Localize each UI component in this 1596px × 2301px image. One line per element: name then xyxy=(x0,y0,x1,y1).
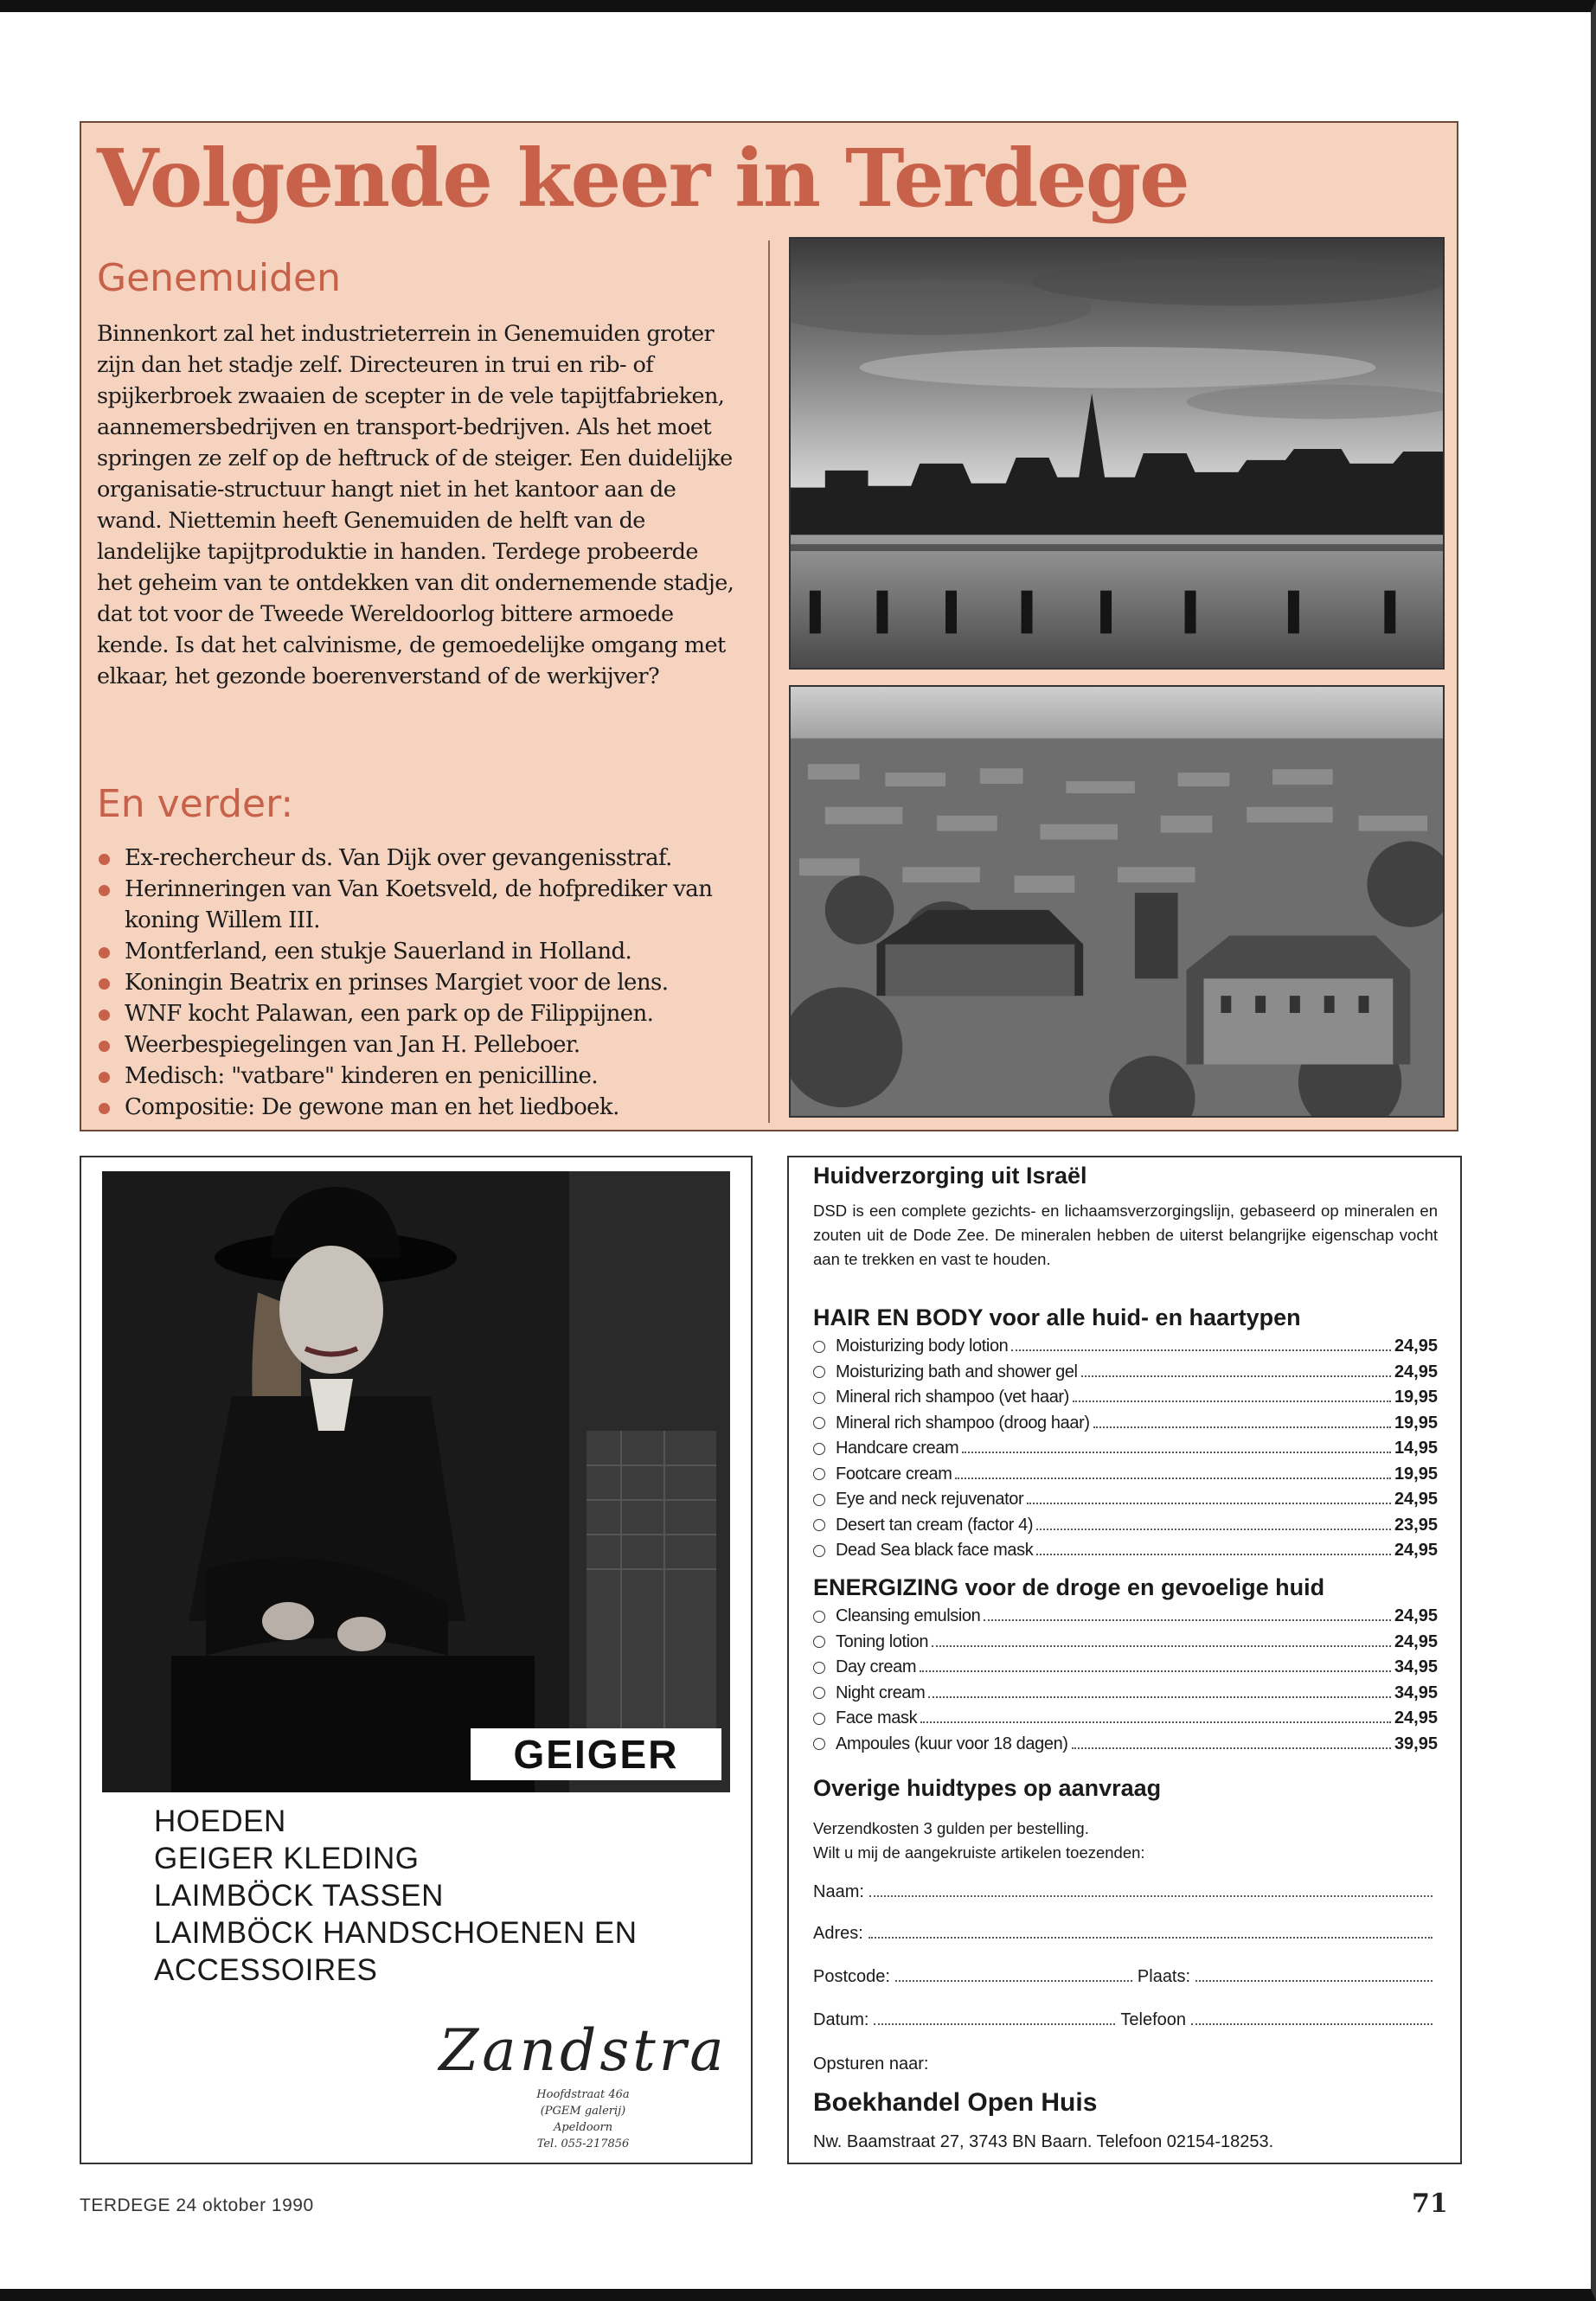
address-label: Adres: xyxy=(813,1924,863,1943)
date-label: Datum: xyxy=(813,2010,869,2029)
product-checkbox[interactable] xyxy=(813,1545,825,1557)
product-checkbox[interactable] xyxy=(813,1341,825,1353)
topics-list xyxy=(97,843,763,1123)
list-item: Medisch: "vatbare" kinderen en penicilline. xyxy=(97,1061,763,1092)
product-checkbox[interactable] xyxy=(813,1417,825,1429)
request-note: Wilt u mij de aangekruiste artikelen toezenden: xyxy=(813,1843,1145,1862)
energizing-product-list xyxy=(813,1604,1438,1757)
product-checkbox[interactable] xyxy=(813,1519,825,1531)
product-row[interactable]: Night cream 34,95 xyxy=(813,1681,1438,1707)
city-label: Plaats: xyxy=(1137,1967,1191,1986)
shop-address: Nw. Baamstraat 27, 3743 BN Baarn. Telefoon 02154-18253. xyxy=(813,2132,1274,2151)
store-address-line: Hoofdstraat 46a xyxy=(536,2088,630,2101)
order-form xyxy=(787,1156,1462,2164)
list-item: Ex-rechercheur ds. Van Dijk over gevangenisstraf. xyxy=(97,843,763,874)
shipping-note: Verzendkosten 3 gulden per bestelling. xyxy=(813,1819,1089,1837)
list-item: Montferland, een stukje Sauerland in Holland. xyxy=(97,936,763,967)
product-checkbox[interactable] xyxy=(813,1738,825,1750)
genemuiden-article-text: Binnenkort zal het industrieterrein in Genemuiden groter zijn dan het stadje zelf. Directeuren in trui en rib- of spijkerbroek zwaaien de scepter in de vele tapijtfabrieken, aannemersbedrijven en transport-bedrijven. Als het moet springen ze zelf op de heftruck of de steiger. Een duidelijke organisatie-structuur hangt niet in het kantoor aan de wand. Niettemin heeft Genemuiden de helft van de landelijke tapijtproduktie in handen. Terdege probeerde het geheim van te ontdekken van dit ondernemende stadje, dat tot voor de Tweede Wereldoorlog bittere armoede kende. Is dat het calvinisme, de gemoedelijke omgang met elkaar, het gezonde boerenverstand of de werkijver? xyxy=(97,321,734,689)
product-row[interactable]: Toning lotion 24,95 xyxy=(813,1630,1438,1656)
product-row[interactable]: Ampoules (kuur voor 18 dagen) 39,95 xyxy=(813,1732,1438,1758)
name-field[interactable] xyxy=(813,1882,1438,1902)
product-checkbox[interactable] xyxy=(813,1392,825,1404)
product-checkbox[interactable] xyxy=(813,1494,825,1506)
ad-line: GEIGER KLEDING xyxy=(154,1842,420,1875)
list-item: Herinneringen van Van Koetsveld, de hofprediker van koning Willem III. xyxy=(97,874,763,936)
postcode-city-field[interactable] xyxy=(813,1967,1438,1987)
list-item: Compositie: De gewone man en het liedboek. xyxy=(97,1092,763,1123)
form-intro: DSD is een complete gezichts- en lichaamsverzorgingslijn, gebaseerd op mineralen en zouten uit de Dode Zee. De mineralen hebben de uiterst belangrijke eigenschap vocht aan te trekken en vast te houden. xyxy=(813,1202,1438,1268)
product-checkbox[interactable] xyxy=(813,1468,825,1480)
store-address-line: Tel. 055-217856 xyxy=(536,2138,630,2150)
page-number: 71 xyxy=(1412,2189,1448,2219)
postcode-label: Postcode: xyxy=(813,1967,890,1986)
genemuiden-skyline-photo xyxy=(789,237,1445,670)
product-row[interactable]: Day cream 34,95 xyxy=(813,1655,1438,1681)
ad-line: LAIMBÖCK TASSEN xyxy=(154,1879,444,1913)
product-row[interactable]: Mineral rich shampoo (droog haar) 19,95 xyxy=(813,1411,1438,1437)
form-title: Huidverzorging uit Israël xyxy=(813,1163,1087,1189)
ad-line: ACCESSOIRES xyxy=(154,1953,378,1987)
teaser-panel xyxy=(80,121,1458,1131)
ad-line: HOEDEN xyxy=(154,1804,286,1838)
teaser-title: Volgende keer in Terdege xyxy=(97,131,1189,225)
publication-date: TERDEGE 24 oktober 1990 xyxy=(80,2195,314,2215)
section-heading-genemuiden: Genemuiden xyxy=(97,256,341,300)
geiger-advertisement xyxy=(80,1156,753,2164)
product-checkbox[interactable] xyxy=(813,1611,825,1623)
product-checkbox[interactable] xyxy=(813,1713,825,1725)
product-checkbox[interactable] xyxy=(813,1636,825,1648)
product-checkbox[interactable] xyxy=(813,1687,825,1699)
model-in-hat-photo xyxy=(102,1171,730,1792)
name-label: Naam: xyxy=(813,1882,864,1901)
store-name: Zandstra xyxy=(439,2017,727,2084)
ad-line: LAIMBÖCK HANDSCHOENEN EN xyxy=(154,1916,638,1950)
list-item: Weerbespiegelingen van Jan H. Pelleboer. xyxy=(97,1029,763,1061)
aerial-town-photo xyxy=(789,685,1445,1118)
store-address-line: (PGEM galerij) xyxy=(540,2105,626,2118)
product-row[interactable]: Moisturizing body lotion 24,95 xyxy=(813,1334,1438,1360)
product-row[interactable]: Cleansing emulsion 24,95 xyxy=(813,1604,1438,1630)
date-phone-field[interactable] xyxy=(813,2010,1438,2030)
product-row[interactable]: Desert tan cream (factor 4) 23,95 xyxy=(813,1513,1438,1539)
store-address-line: Apeldoorn xyxy=(553,2121,613,2134)
address-field[interactable] xyxy=(813,1924,1438,1944)
product-row[interactable]: Moisturizing bath and shower gel 24,95 xyxy=(813,1360,1438,1386)
store-signature xyxy=(410,2017,756,2152)
section-heading-en-verder: En verder: xyxy=(97,782,294,826)
section-title-hair-body: HAIR EN BODY voor alle huid- en haartypen xyxy=(813,1304,1301,1330)
product-row[interactable]: Handcare cream 14,95 xyxy=(813,1436,1438,1462)
product-checkbox[interactable] xyxy=(813,1366,825,1378)
product-row[interactable]: Mineral rich shampoo (vet haar) 19,95 xyxy=(813,1385,1438,1411)
product-checkbox[interactable] xyxy=(813,1662,825,1674)
section-title-other-skin: Overige huidtypes op aanvraag xyxy=(813,1775,1162,1801)
ad-product-lines xyxy=(154,1803,637,1989)
phone-label: Telefoon xyxy=(1120,2010,1187,2029)
section-title-energizing: ENERGIZING voor de droge en gevoelige huid xyxy=(813,1574,1325,1600)
product-row[interactable]: Dead Sea black face mask 24,95 xyxy=(813,1538,1438,1564)
product-checkbox[interactable] xyxy=(813,1443,825,1455)
column-divider xyxy=(768,240,770,1123)
send-to-label: Opsturen naar: xyxy=(813,2054,929,2073)
list-item: WNF kocht Palawan, een park op de Filippijnen. xyxy=(97,998,763,1029)
geiger-logo: GEIGER xyxy=(471,1728,721,1780)
list-item: Koningin Beatrix en prinses Margiet voor de lens. xyxy=(97,967,763,998)
product-row[interactable]: Footcare cream 19,95 xyxy=(813,1462,1438,1488)
shop-name: Boekhandel Open Huis xyxy=(813,2088,1098,2117)
product-row[interactable]: Eye and neck rejuvenator 24,95 xyxy=(813,1487,1438,1513)
hair-body-product-list xyxy=(813,1334,1438,1564)
product-row[interactable]: Face mask 24,95 xyxy=(813,1706,1438,1732)
